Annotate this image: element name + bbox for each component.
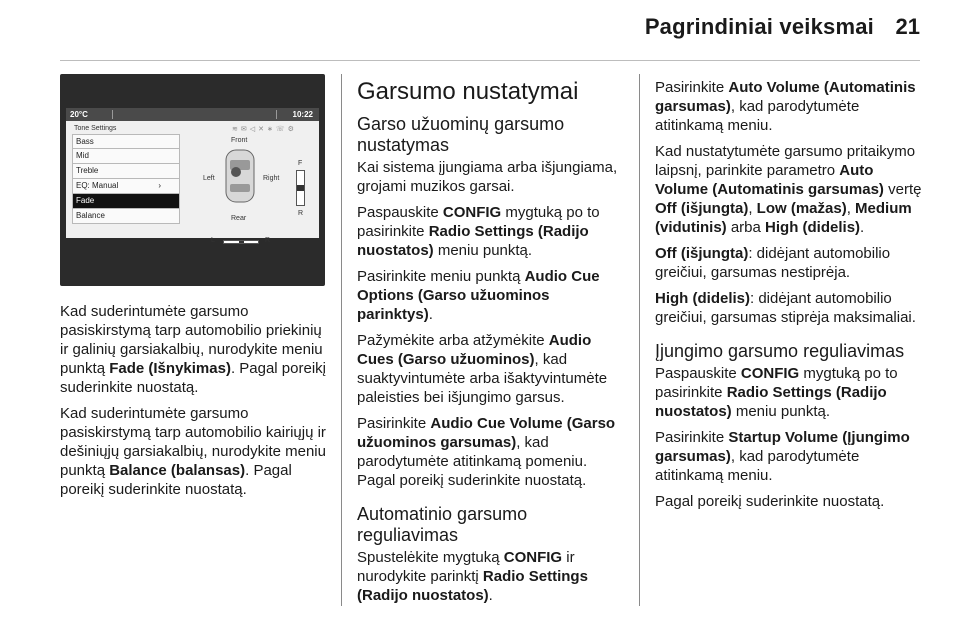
balance-right-label: R bbox=[265, 237, 271, 244]
paragraph bbox=[655, 289, 925, 327]
text: : didėjant automobilio greičiui, garsumas stiprėja maksimaliai. bbox=[655, 290, 916, 326]
text: Kad nustatytumėte garsumo pritaikymo laipsnį, parinkite parametro bbox=[655, 143, 916, 179]
paragraph bbox=[357, 414, 625, 490]
header-rule bbox=[60, 60, 920, 61]
text: : didėjant automobilio greičiui, garsumas nestiprėja. bbox=[655, 245, 891, 281]
menu-term: Auto Volume (Automatinis garsumas) bbox=[655, 79, 916, 115]
balance-slider-knob bbox=[239, 241, 244, 243]
balance-slider bbox=[223, 240, 259, 244]
wifi-icon: ≋ bbox=[232, 126, 241, 133]
text: Spustelėkite mygtuką bbox=[357, 549, 504, 566]
subsection-heading: Įjungimo garsumo reguliavimas bbox=[655, 341, 905, 361]
text: Pasirinkite bbox=[655, 429, 729, 446]
phone-icon: ☏ bbox=[275, 126, 288, 133]
tone-menu-item-label: Bass bbox=[76, 137, 94, 146]
text: , kad suaktyvintumėte arba išaktyvintumėte paleisties bei išjungimo garsus. bbox=[357, 351, 608, 406]
option-term: Medium (vidutinis) bbox=[655, 200, 912, 236]
paragraph bbox=[357, 548, 625, 605]
text: Pasirinkite bbox=[655, 79, 729, 96]
paragraph bbox=[655, 428, 925, 485]
text: arba bbox=[726, 219, 766, 236]
tone-menu-item-label: Fade bbox=[76, 196, 95, 205]
column-1 bbox=[60, 302, 328, 506]
option-term: Off (išjungta) bbox=[655, 245, 749, 262]
status-divider bbox=[112, 110, 113, 119]
menu-term: Startup Volume (Įjungimo garsumas) bbox=[655, 429, 910, 465]
volume-icon: ◁ bbox=[249, 126, 259, 133]
subsection-heading: Garso užuominų garsumo nustatymas bbox=[357, 114, 565, 155]
menu-term: Radio Settings (Radijo nuostatos) bbox=[655, 384, 887, 420]
menu-term: Audio Cues (Garso užuominos) bbox=[357, 332, 592, 368]
chevron-right-icon: › bbox=[158, 181, 161, 190]
text: , bbox=[748, 200, 757, 217]
bluetooth-icon: ∗ bbox=[267, 126, 276, 133]
tone-menu-item bbox=[72, 179, 180, 194]
text: mygtuką po to pasirinkite bbox=[655, 365, 898, 401]
text: . bbox=[428, 306, 433, 323]
text: mygtuką po to pasirinkite bbox=[357, 204, 600, 240]
tone-menu-item-label: Treble bbox=[76, 166, 99, 175]
button-term: CONFIG bbox=[442, 204, 502, 221]
column-3 bbox=[655, 78, 925, 518]
tone-menu-item-label: Balance bbox=[76, 211, 105, 220]
page-header-title: Pagrindiniai veiksmai bbox=[644, 14, 874, 39]
text: Paspauskite bbox=[357, 204, 443, 221]
rear-label: Rear bbox=[231, 215, 247, 222]
text: Kad suderintumėte garsumo pasiskirstymą tarp automobilio kairiųjų ir dešiniųjų garsiakalbių, nurodykite meniu punktą bbox=[60, 405, 326, 479]
fader-bottom-label: R bbox=[298, 210, 304, 217]
section-heading: Garsumo nustatymai bbox=[357, 78, 579, 105]
option-term: Low (mažas) bbox=[756, 200, 847, 217]
fader-top-label: F bbox=[298, 160, 303, 167]
menu-term: Fade (Išnykimas) bbox=[109, 360, 231, 377]
paragraph bbox=[655, 244, 925, 282]
balance-paragraph bbox=[60, 404, 328, 499]
settings-icon: ⚙ bbox=[287, 126, 297, 133]
paragraph bbox=[655, 142, 925, 237]
menu-term: Audio Cue Volume (Garso užuominos garsumas) bbox=[357, 415, 616, 451]
text: Paspauskite bbox=[655, 365, 741, 382]
subsection-heading: Automatinio garsumo reguliavimas bbox=[357, 504, 528, 545]
paragraph bbox=[357, 203, 625, 260]
status-temperature: 20°C bbox=[70, 110, 88, 119]
status-bar bbox=[66, 108, 319, 121]
column-divider-1 bbox=[341, 74, 342, 606]
text: , kad parodytumėte atitinkamą meniu. bbox=[655, 98, 860, 134]
tone-settings-title: Tone Settings bbox=[74, 125, 117, 132]
button-term: CONFIG bbox=[503, 549, 563, 566]
paragraph bbox=[357, 267, 625, 324]
text: Pasirinkite meniu punktą bbox=[357, 268, 525, 285]
paragraph: Kai sistema įjungiama arba išjungiama, grojami muzikos garsai. bbox=[357, 159, 618, 195]
tone-menu-item bbox=[72, 209, 180, 224]
menu-term: Radio Settings (Radijo nuostatos) bbox=[357, 568, 588, 604]
text: , kad parodytumėte atitinkamą meniu. bbox=[655, 448, 860, 484]
right-label: Right bbox=[263, 175, 280, 182]
media-icon: ✉ bbox=[240, 126, 250, 133]
text: meniu punktą. bbox=[731, 403, 831, 420]
paragraph bbox=[655, 364, 925, 421]
column-2 bbox=[357, 78, 625, 612]
fade-slider-knob bbox=[297, 185, 304, 191]
text: ir nurodykite parinktį bbox=[357, 549, 575, 585]
menu-term: Balance (balansas) bbox=[109, 462, 246, 479]
text: . Pagal poreikį suderinkite nuostatą. bbox=[60, 462, 292, 498]
car-top-view-icon bbox=[220, 146, 260, 206]
tone-menu-item bbox=[72, 149, 180, 164]
menu-term: Radio Settings (Radijo nuostatos) bbox=[357, 223, 589, 259]
status-divider bbox=[276, 110, 277, 119]
column-divider-2 bbox=[639, 74, 640, 606]
button-term: CONFIG bbox=[740, 365, 800, 382]
fade-slider bbox=[296, 170, 305, 206]
text: vertę bbox=[883, 181, 922, 198]
paragraph bbox=[655, 78, 925, 135]
option-term: Off (išjungta) bbox=[655, 200, 749, 217]
tone-menu-item bbox=[72, 134, 180, 149]
text: . bbox=[488, 587, 493, 604]
text: . Pagal poreikį suderinkite nuostatą. bbox=[60, 360, 326, 396]
tone-menu-list bbox=[72, 134, 180, 224]
tone-menu-item-label: Mid bbox=[76, 151, 89, 160]
balance-left-label: L bbox=[211, 237, 215, 244]
tone-menu-item-label: EQ: Manual bbox=[76, 181, 119, 190]
status-time: 10:22 bbox=[292, 110, 313, 119]
text: , kad parodytumėte atitinkamą pomeniu. Pagal poreikį suderinkite nuostatą. bbox=[357, 434, 588, 489]
text: Kad suderintumėte garsumo pasiskirstymą tarp automobilio priekinių ir galinių garsiakalbių, nurodykite meniu punktą bbox=[60, 303, 323, 377]
mute-icon: ✕ bbox=[258, 126, 268, 133]
page-number: 21 bbox=[895, 14, 920, 39]
text: Pažymėkite arba atžymėkite bbox=[357, 332, 549, 349]
tone-menu-item bbox=[72, 164, 180, 179]
text: Pasirinkite bbox=[357, 415, 431, 432]
fade-paragraph bbox=[60, 302, 328, 397]
paragraph: Pagal poreikį suderinkite nuostatą. bbox=[655, 493, 885, 510]
paragraph bbox=[357, 331, 625, 407]
option-term: High (didelis) bbox=[655, 290, 750, 307]
tone-settings-screenshot bbox=[60, 74, 325, 286]
text: meniu punktą. bbox=[433, 242, 533, 259]
text: , bbox=[846, 200, 856, 217]
menu-term: Audio Cue Options (Garso užuominos parinktys) bbox=[357, 268, 600, 323]
menu-term: Auto Volume (Automatinis garsumas) bbox=[655, 162, 884, 198]
text: . bbox=[860, 219, 865, 236]
status-icons bbox=[232, 125, 297, 133]
option-term: High (didelis) bbox=[765, 219, 861, 236]
tone-menu-item bbox=[72, 194, 180, 209]
front-label: Front bbox=[231, 137, 248, 144]
left-label: Left bbox=[203, 175, 215, 182]
